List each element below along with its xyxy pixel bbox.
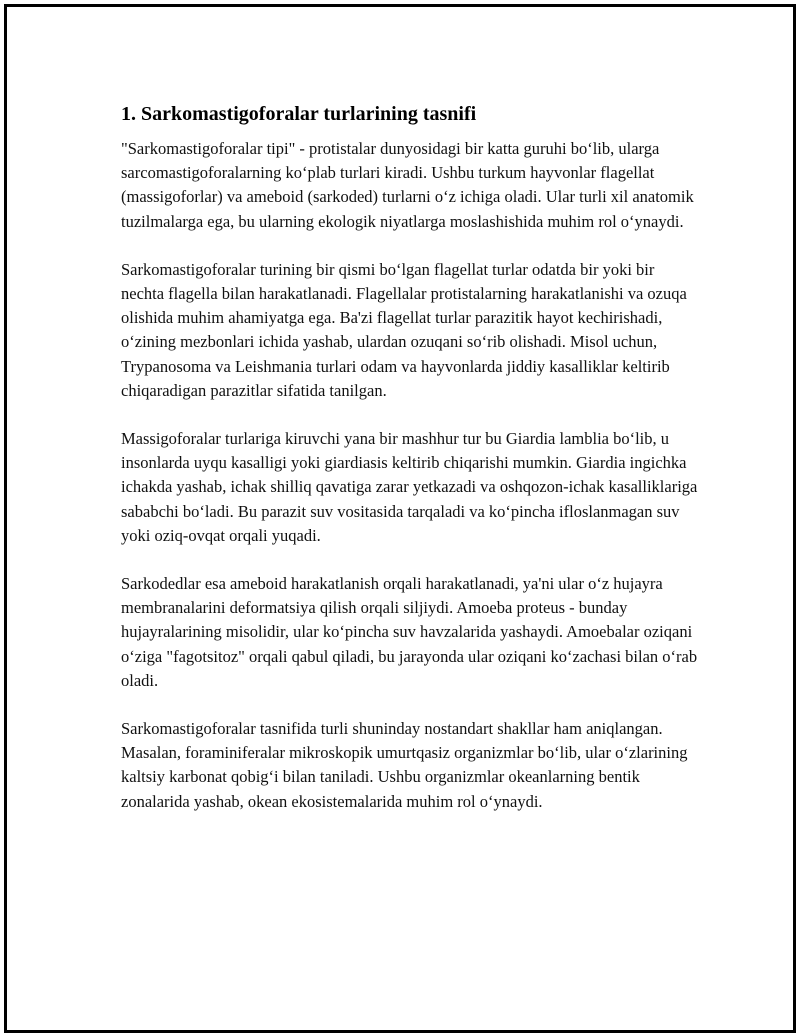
paragraph-4: Sarkodedlar esa ameboid harakatlanish orqali harakatlanadi, ya'ni ular o‘z hujayra membranalarini deformatsiya qilish orqali siljiydi. Amoeba proteus - bunday hujayralarining misolidir, ular ko‘pincha suv havzalarida yashaydi. Amoebalar oziqani o‘ziga "fagotsitoz" orqali qabul qiladi, bu jarayonda ular oziqani ko‘zachasi bilan o‘rab oladi. xyxy=(121,574,698,690)
paragraph-2: Sarkomastigoforalar turining bir qismi bo‘lgan flagellat turlar odatda bir yoki bir nechta flagella bilan harakatlanadi. Flagellalar protistalarning harakatlanishi va ozuqa olishida muhim ahamiyatga ega. Ba'zi flagellat turlar parazitik hayot kechirishadi, o‘zining mezbonlari ichida yashab, ulardan ozuqani so‘rib olishadi. Misol uchun, Trypanosoma va Leishmania turlari odam va hayvonlarda jiddiy kasalliklar keltirib chiqaradigan parazitlar sifatida tanilgan. xyxy=(121,259,687,400)
page-border xyxy=(4,4,796,1033)
section-heading: 1. Sarkomastigoforalar turlarining tasnifi xyxy=(121,103,477,125)
paragraph-5: Sarkomastigoforalar tasnifida turli shuninday nostandart shakllar ham aniqlangan. Masalan, foraminiferalar mikroskopik umurtqasiz organizmlar bo‘lib, ular o‘zlarining kaltsiy karbonat qobig‘i bilan taniladi. Ushbu organizmlar okeanlarning bentik zonalarida yashab, okean ekosistemalarida muhim rol o‘ynaydi. xyxy=(121,719,688,811)
paragraph-1: "Sarkomastigoforalar tipi" - protistalar dunyosidagi bir katta guruhi bo‘lib, ularga sarcomastigoforalarning ko‘plab turlari kiradi. Ushbu turkum hayvonlar flagellat (massigoforlar) va ameboid (sarkoded) turlarni o‘z ichiga oladi. Ular turli xil anatomik tuzilmalarga ega, bu ularning ekologik niyatlarga moslashishida muhim rol o‘ynaydi. xyxy=(121,139,694,231)
document-body xyxy=(121,101,701,838)
paragraph-3: Massigoforalar turlariga kiruvchi yana bir mashhur tur bu Giardia lamblia bo‘lib, u insonlarda uyqu kasalligi yoki giardiasis keltirib chiqarishi mumkin. Giardia ingichka ichakda yashab, ichak shilliq qavatiga zarar yetkazadi va oshqozon-ichak kasalliklariga sababchi bo‘ladi. Bu parazit suv vositasida tarqaladi va ko‘pincha ifloslanmagan suv yoki oziq-ovqat orqali yuqadi. xyxy=(121,429,698,545)
